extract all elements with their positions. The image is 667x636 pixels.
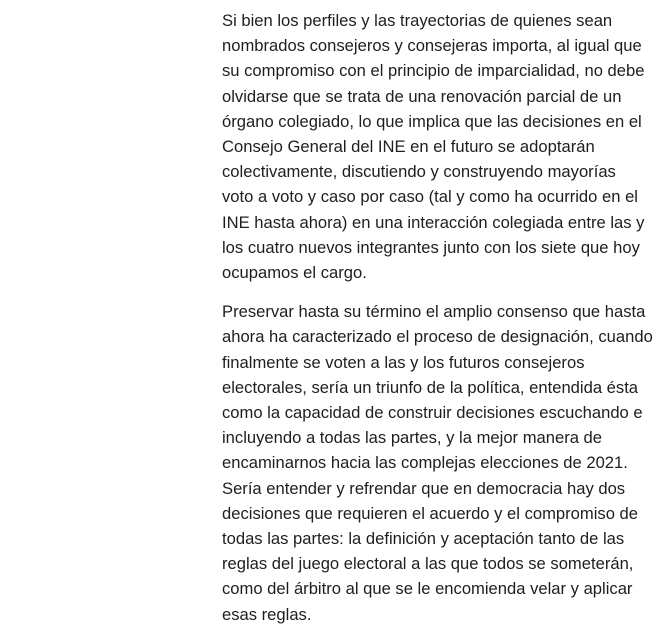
paragraph-line: decisiones que requieren el acuerdo y el compromiso de [222,503,639,523]
paragraph-line: ahora ha caracterizado el proceso de designación, cuando [222,327,653,347]
paragraph-line: electorales, sería un triunfo de la política, entendida ésta [222,377,639,397]
paragraph-line: finalmente se voten a las y los futuros consejeros [222,352,585,372]
paragraph-line: como la capacidad de construir decisiones escuchando e [222,403,643,423]
paragraph-line: reglas del juego electoral a las que todos se someterán, [222,554,634,574]
paragraph-line: incluyendo a todas las partes, y la mejor manera de [222,428,603,448]
paragraph-line: Consejo General del INE en el futuro se adoptarán [222,137,595,157]
paragraph-line: como del árbitro al que se le encomienda velar y aplicar [222,579,633,599]
article-paragraph-1 [222,8,664,285]
article-body [222,8,664,627]
paragraph-line: encaminarnos hacia las complejas elecciones de 2021. [222,453,628,473]
paragraph-line: su compromiso con el principio de imparcialidad, no debe [222,61,645,81]
paragraph-line: INE hasta ahora) en una interacción colegiada entre las y [222,212,645,232]
paragraph-line: voto a voto y caso por caso (tal y como ha ocurrido en el [222,187,638,207]
paragraph-line: Si bien los perfiles y las trayectorias de quienes sean [222,11,613,30]
paragraph-line: Preservar hasta su término el amplio consenso que hasta [222,302,646,322]
paragraph-line: órgano colegiado, lo que implica que las decisiones en el [222,111,642,131]
paragraph-line: olvidarse que se trata de una renovación parcial de un [222,86,622,106]
article-paragraph-2 [222,299,664,627]
paragraph-line: nombrados consejeros y consejeras importa, al igual que [222,36,642,56]
paragraph-line: todas las partes: la definición y aceptación tanto de las [222,529,625,549]
paragraph-line: Sería entender y refrendar que en democracia hay dos [222,478,626,498]
paragraph-line: esas reglas. [222,604,312,624]
paragraph-line: los cuatro nuevos integrantes junto con los siete que hoy [222,237,640,257]
paragraph-line: ocupamos el cargo. [222,263,367,283]
paragraph-line: colectivamente, discutiendo y construyendo mayorías [222,162,616,182]
